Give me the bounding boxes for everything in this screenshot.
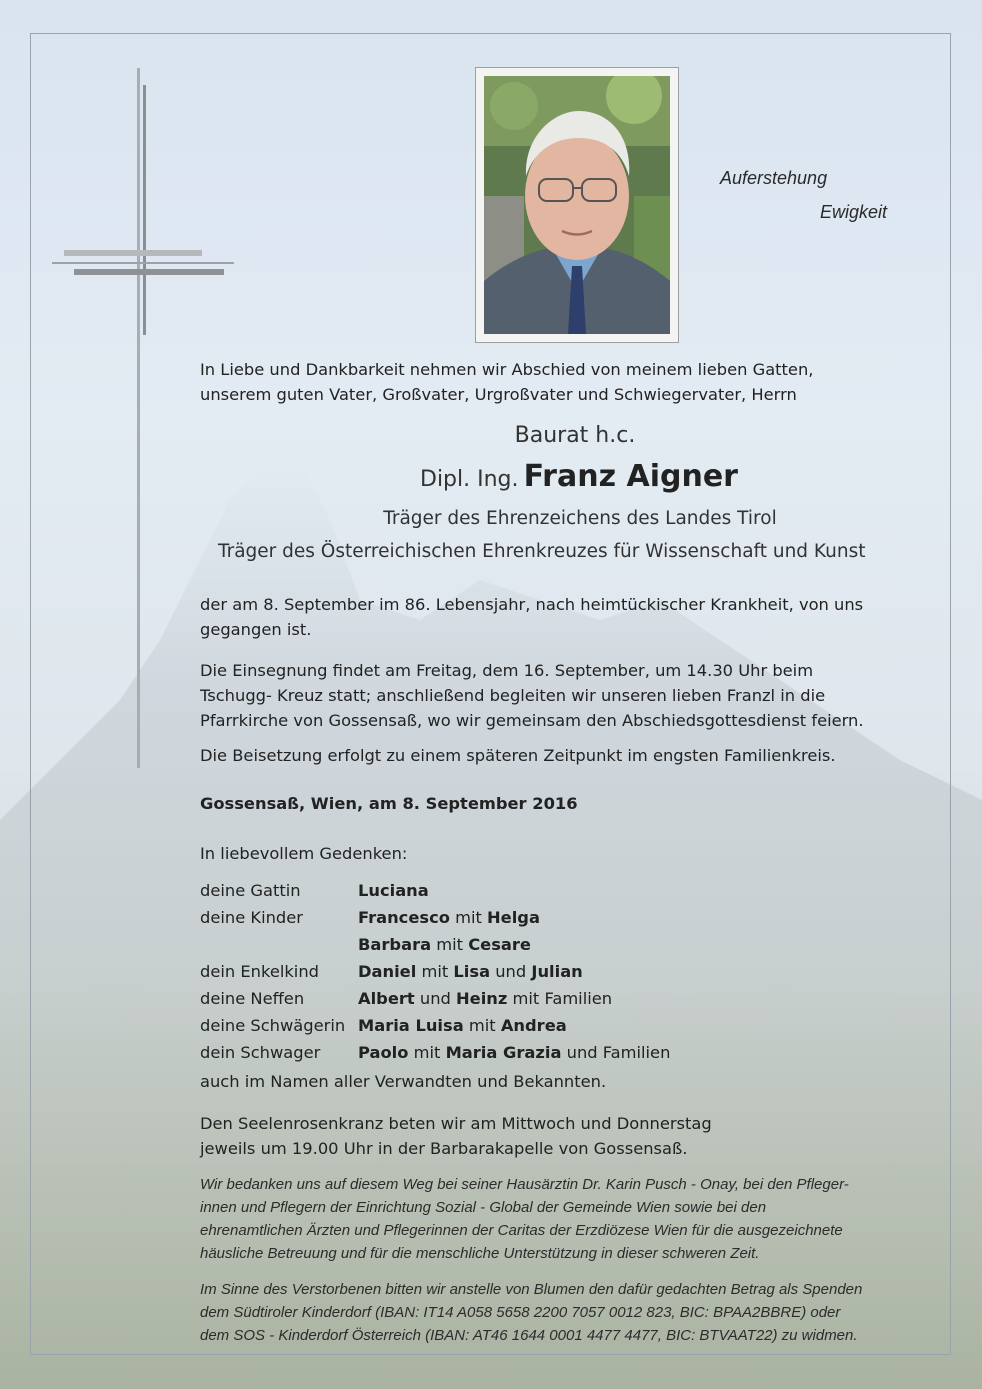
family-member-name: Francesco xyxy=(358,908,450,927)
family-relation: deine Schwägerin xyxy=(200,1016,346,1035)
family-relation: deine Kinder xyxy=(200,908,303,927)
intro-line-2: unserem guten Vater, Großvater, Urgroßvater und Schwiegervater, Herrn xyxy=(200,385,797,404)
family-member-name: Heinz xyxy=(456,989,508,1008)
portrait-photo xyxy=(484,76,670,334)
family-member-name: Maria Grazia xyxy=(445,1043,562,1062)
ceremony-line-3: Pfarrkirche von Gossensaß, wo wir gemeinsam den Abschiedsgottesdienst feiern. xyxy=(200,711,864,730)
thanks-line-4: häusliche Betreuung und für die menschliche Unterstützung in dieser schweren Zeit. xyxy=(200,1245,760,1262)
ceremony-line-2: Tschugg- Kreuz statt; anschließend begleiten wir unseren lieben Franzl in die xyxy=(200,686,826,705)
family-member-name: Daniel xyxy=(358,962,417,981)
family-connector: mit xyxy=(449,908,488,927)
relatives-text: auch im Namen aller Verwandten und Bekannten. xyxy=(200,1072,607,1091)
thanks-line-1: Wir bedanken uns auf diesem Weg bei seiner Hausärztin Dr. Karin Pusch - Onay, bei den Pfleger- xyxy=(200,1176,849,1193)
deceased-degree: Dipl. Ing. xyxy=(420,467,519,492)
family-members xyxy=(358,959,583,984)
rosary-line-2: jeweils um 19.00 Uhr in der Barbarakapelle von Gossensaß. xyxy=(200,1139,688,1158)
thanks-line-3: ehrenamtlichen Ärzten und Pflegerinnen der Caritas der Erzdiözese Wien für die ausgezeichnete xyxy=(200,1222,843,1239)
family-member-name: Paolo xyxy=(358,1043,409,1062)
family-relation: dein Enkelkind xyxy=(200,962,319,981)
family-member-name: Maria Luisa xyxy=(358,1016,464,1035)
portrait-frame xyxy=(475,67,679,343)
thanks-line-2: innen und Pflegern der Einrichtung Sozial - Global der Gemeinde Wien sowie bei den xyxy=(200,1199,767,1216)
motto-eternity: Ewigkeit xyxy=(820,202,888,222)
family-connector: mit Familien xyxy=(507,989,613,1008)
family-connector: und xyxy=(414,989,457,1008)
family-member-name: Lisa xyxy=(453,962,491,981)
family-connector: mit xyxy=(463,1016,501,1035)
death-line-2: gegangen ist. xyxy=(200,620,312,639)
family-members xyxy=(358,1040,670,1065)
rosary-line-1: Den Seelenrosenkranz beten wir am Mittwoch und Donnerstag xyxy=(200,1114,712,1133)
donation-line-3: dem SOS - Kinderdorf Österreich (IBAN: AT46 1644 0001 4477 4477, BIC: BTVAAT22) zu widmen. xyxy=(200,1327,858,1344)
honor-1: Träger des Ehrenzeichens des Landes Tirol xyxy=(383,508,777,529)
burial-text: Die Beisetzung erfolgt zu einem späteren Zeitpunkt im engsten Familienkreis. xyxy=(200,746,836,765)
motto-resurrection: Auferstehung xyxy=(720,168,828,188)
memory-intro: In liebevollem Gedenken: xyxy=(200,844,408,863)
family-relation: dein Schwager xyxy=(200,1043,321,1062)
family-connector: und xyxy=(490,962,532,981)
family-connector: mit xyxy=(408,1043,446,1062)
family-relation: deine Neffen xyxy=(200,989,305,1008)
family-relation: deine Gattin xyxy=(200,881,301,900)
family-member-name: Barbara xyxy=(358,935,432,954)
family-member-name: Cesare xyxy=(468,935,531,954)
family-members xyxy=(358,1013,567,1038)
death-line-1: der am 8. September im 86. Lebensjahr, nach heimtückischer Krankheit, von uns xyxy=(200,595,864,614)
family-member-name: Andrea xyxy=(500,1016,567,1035)
deceased-name: Franz Aigner xyxy=(523,459,738,494)
family-members xyxy=(358,905,540,930)
family-connector: mit xyxy=(431,935,469,954)
family-connector: mit xyxy=(416,962,454,981)
family-members xyxy=(358,932,531,957)
donation-line-2: dem Südtiroler Kinderdorf (IBAN: IT14 A058 5658 2200 7057 0012 823, BIC: BPAA2BBRE) oder xyxy=(200,1304,841,1321)
deceased-name-line xyxy=(420,459,738,494)
family-member-name: Albert xyxy=(358,989,415,1008)
intro-line-1: In Liebe und Dankbarkeit nehmen wir Abschied von meinem lieben Gatten, xyxy=(200,360,814,379)
donation-line-1: Im Sinne des Verstorbenen bitten wir anstelle von Blumen den dafür gedachten Betrag als Spenden xyxy=(200,1281,863,1298)
family-member-name: Luciana xyxy=(358,881,429,900)
ceremony-line-1: Die Einsegnung findet am Freitag, dem 16. September, um 14.30 Uhr beim xyxy=(200,661,814,680)
family-connector: und Familien xyxy=(561,1043,671,1062)
deceased-title: Baurat h.c. xyxy=(514,423,636,448)
honor-2: Träger des Österreichischen Ehrenkreuzes für Wissenschaft und Kunst xyxy=(218,541,866,562)
family-member-name: Julian xyxy=(531,962,583,981)
family-members xyxy=(358,986,612,1011)
family-members xyxy=(358,878,429,903)
place-date: Gossensaß, Wien, am 8. September 2016 xyxy=(200,794,578,813)
family-member-name: Helga xyxy=(487,908,540,927)
